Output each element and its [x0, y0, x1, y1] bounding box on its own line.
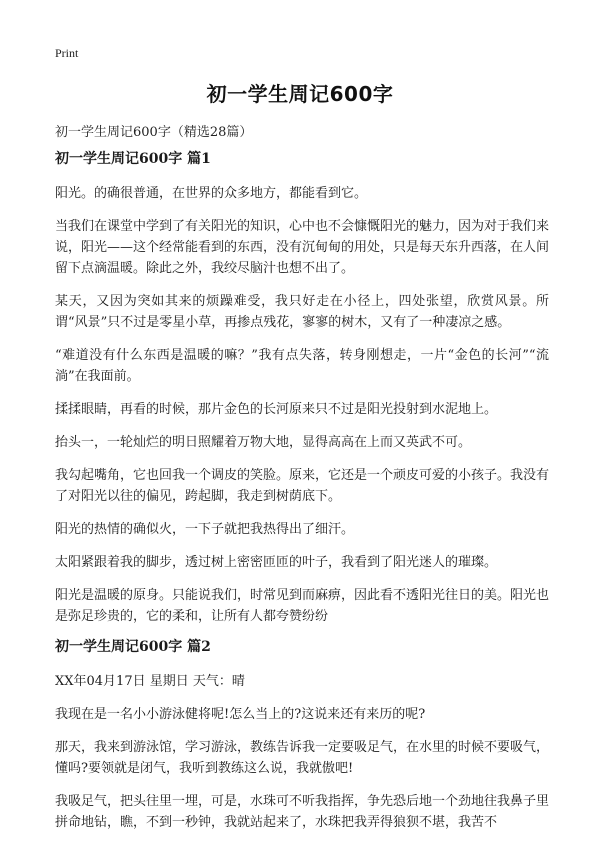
section-heading: 初一学生周记600字 篇1	[55, 151, 211, 167]
paragraph: 我勾起嘴角，它也回我一个调皮的笑脸。原来，它还是一个顽皮可爱的小孩子。我没有了对阳光以往的偏见，跨起脚，我走到树荫底下。	[55, 468, 550, 504]
page-title: 初一学生周记600字	[206, 82, 394, 106]
paragraph: XX年04月17日 星期日 天气：晴	[55, 674, 245, 689]
paragraph: 抬头一，一轮灿烂的明日照耀着万物大地，显得高高在上而又英武不可。	[55, 435, 472, 450]
section-2	[55, 639, 549, 833]
document-subtitle: 初一学生周记600字（精选28篇）	[55, 125, 253, 140]
paragraph: 那天，我来到游泳馆，学习游泳，教练告诉我一定要吸足气，在水里的时候不要吸气，懂吗?要领就是闭气，我听到教练这么说，我就傲吧!	[55, 740, 550, 776]
print-label[interactable]: Print	[55, 46, 79, 60]
paragraph: “难道没有什么东西是温暖的嘛？”我有点失落，转身刚想走，一片“金色的长河”“流淌”在我面前。	[55, 348, 549, 384]
paragraph: 阳光是温暖的原身。只能说我们，时常见到而麻痹，因此看不透阳光往日的美。阳光也是弥足珍贵的，它的柔和，让所有人都夸赞纷纷	[55, 588, 550, 624]
paragraph: 太阳紧跟着我的脚步，透过树上密密匝匝的叶子，我看到了阳光迷人的璀璨。	[55, 555, 498, 570]
paragraph: 我吸足气，把头往里一埋，可是，水珠可不听我指挥，争先恐后地一个劲地往我鼻子里拼命地钻，瞧，不到一秒钟，我就站起来了，水珠把我弄得狼狈不堪，我苦不	[55, 794, 550, 830]
paragraph: 我现在是一名小小游泳健将呢!怎么当上的?这说来还有来历的呢?	[55, 707, 426, 722]
paragraph: 阳光。的确很普通，在世界的众多地方，都能看到它。	[55, 186, 368, 201]
paragraph: 阳光的热情的确似火，一下子就把我热得出了细汗。	[55, 522, 355, 537]
paragraph: 当我们在课堂中学到了有关阳光的知识，心中也不会慷慨阳光的魅力，因为对于我们来说，阳光——这个经常能看到的东西，没有沉甸甸的用处，只是每天东升西落，在人间留下点滴温暖。除此之外，我绞尽脑汁也想不出了。	[55, 219, 550, 276]
section-heading: 初一学生周记600字 篇2	[55, 639, 211, 655]
document-content	[55, 151, 549, 845]
paragraph: 揉揉眼睛，再看的时候，那片金色的长河原来只不过是阳光投射到水泥地上。	[55, 402, 498, 417]
paragraph: 某天，又因为突如其来的烦躁难受，我只好走在小径上，四处张望，欣赏风景。所谓“风景”只不过是零星小草，再掺点残花，寥寥的树木，又有了一种凄凉之感。	[55, 294, 549, 330]
section-1	[55, 151, 549, 627]
